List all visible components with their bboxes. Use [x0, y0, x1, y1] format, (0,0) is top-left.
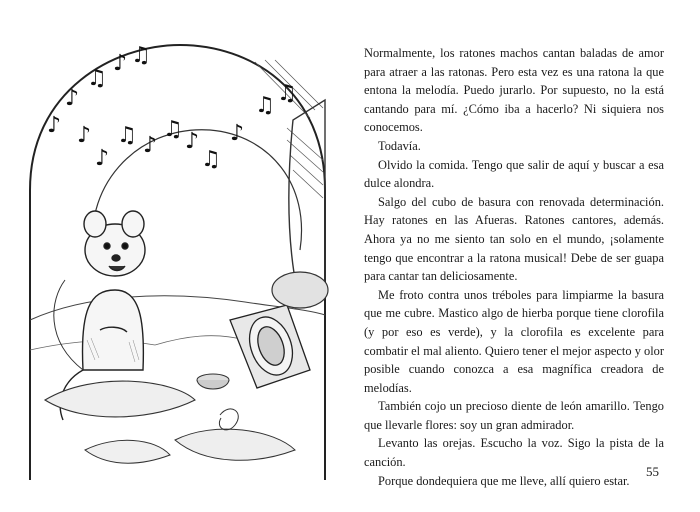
music-notes: [47, 43, 297, 172]
svg-text:♪: ♪: [113, 51, 128, 76]
svg-text:♪: ♪: [77, 123, 92, 148]
svg-text:♫: ♫: [131, 43, 151, 68]
svg-text:♪: ♪: [185, 129, 200, 154]
page-number: 55: [646, 464, 659, 479]
svg-text:♫: ♫: [277, 81, 297, 106]
svg-text:♪: ♪: [230, 121, 245, 146]
paragraph: Olvido la comida. Tengo que salir de aquí y buscar a esa dulce alondra.: [364, 157, 664, 191]
svg-text:♫: ♫: [87, 66, 107, 91]
paragraph: Salgo del cubo de basura con renovada determinación. Hay ratones en las Afueras. Ratones cantores, además. Ahora ya no me siento tan solo en el mundo, ¡solamente tengo que encontrar a la ratona musical! Debe de ser guapa para cantar tan deliciosamente.: [364, 194, 664, 284]
svg-text:♪: ♪: [95, 146, 110, 171]
svg-text:♪: ♪: [47, 113, 62, 138]
paragraph: Levanto las orejas. Escucho la voz. Sigo la pista de la canción.: [364, 436, 664, 470]
svg-text:♫: ♫: [201, 147, 221, 172]
paragraph: Me froto contra unos tréboles para limpiarme la basura que me cubre. Mastico algo de hierba porque tiene clorofila (y por eso es verde), y la clorofila es excelente para combatir el mal aliento. Quiero tener el mejor aspecto y olor posible cuando conozca a esa magnífica creadora de melodías.: [364, 287, 664, 395]
paragraph: Todavía.: [378, 138, 421, 153]
svg-text:♫: ♫: [117, 123, 137, 148]
mouse-illustration: [25, 40, 330, 480]
svg-text:♫: ♫: [163, 117, 183, 142]
paragraph: Porque dondequiera que me lleve, allí quiero estar.: [378, 473, 630, 488]
svg-text:♪: ♪: [143, 133, 158, 158]
paragraph: También cojo un precioso diente de león amarillo. Tengo que llevarle flores: soy un gran admirador.: [364, 399, 664, 432]
svg-text:♫: ♫: [255, 93, 275, 118]
tin-can: [230, 305, 310, 388]
paragraph: Normalmente, los ratones machos cantan baladas de amor para atraer a las ratonas. Pero esta vez es una ratona la que entona la melodía. Puedo jurarlo. Por supuesto, no la está cantando para mí. ¿Cómo iba a hacerlo? Ni siquiera nos conocemos.: [364, 46, 664, 135]
body-text: [364, 44, 664, 490]
svg-text:♪: ♪: [65, 86, 80, 111]
